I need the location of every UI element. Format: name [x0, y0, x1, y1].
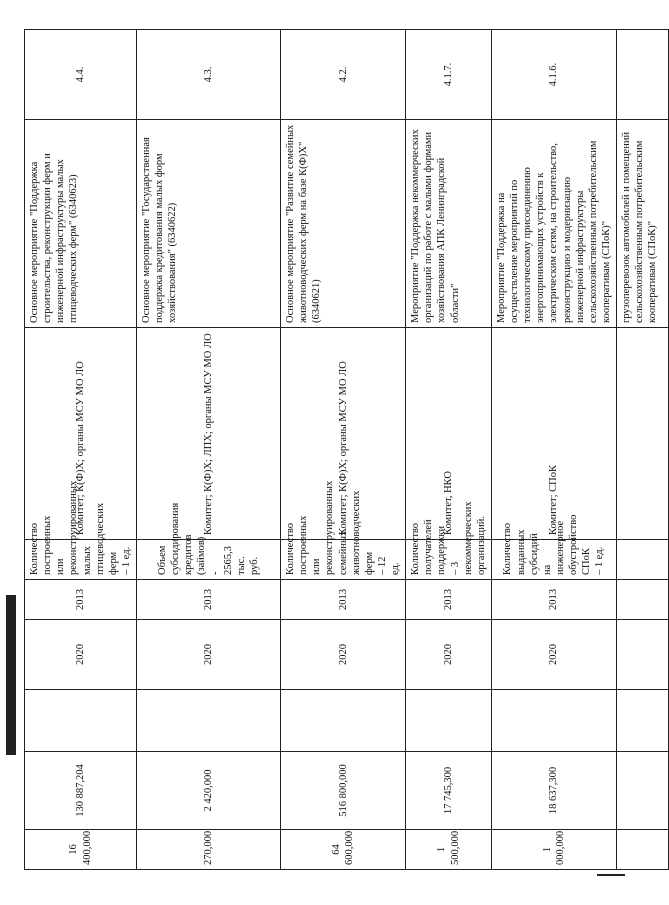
cell-amount-c: 1 000,000 — [491, 830, 616, 870]
cell-num: 4.1.6. — [491, 30, 616, 120]
cell-indicator: Количество получателей поддержки – 3 некоммерческих организаций. — [406, 540, 492, 580]
cell-year-start: 2013 — [406, 580, 492, 620]
cell-amount-b: 18 637,300 — [491, 752, 616, 830]
table-row — [617, 30, 669, 870]
cell-amount-c: 64 600,000 — [281, 830, 406, 870]
scan-edge-mark — [6, 595, 16, 755]
cell-amount-b — [617, 752, 669, 830]
cell-amount-a — [281, 690, 406, 752]
cell-year-end: 2020 — [406, 620, 492, 690]
cell-amount-a — [406, 690, 492, 752]
cell-executor: Комитет; К(Ф)Х; ЛПХ; органы МСУ МО ЛО — [137, 328, 281, 540]
cell-year-start: 2013 — [491, 580, 616, 620]
cell-year-start: 2013 — [137, 580, 281, 620]
page-footer-line — [597, 874, 625, 876]
cell-amount-a — [137, 690, 281, 752]
cell-name: Основное мероприятие "Развитие семейных животноводческих ферм на базе К(Ф)Х" (6340621) — [281, 120, 406, 328]
cell-name: Основное мероприятие "Государственная поддержка кредитования малых форм хозяйствования" (6340622) — [137, 120, 281, 328]
cell-amount-c: 270,000 — [137, 830, 281, 870]
table-row — [281, 30, 406, 870]
cell-name: Мероприятие "Поддержка некоммерческих организаций по работе с малыми формами хозяйствования АПК Ленинградской области" — [406, 120, 492, 328]
table-row — [491, 30, 616, 870]
cell-indicator: Количество построенных или реконструированных семейных животноводческих ферм – 12 ед. — [281, 540, 406, 580]
cell-executor — [617, 328, 669, 540]
cell-amount-a — [617, 690, 669, 752]
cell-indicator: Объем субсидирования кредитов (займов) - 2565,3 тыс. руб. — [137, 540, 281, 580]
cell-name: Основное мероприятие "Поддержка строительства, реконструкции ферм и инженерной инфраструктуры малых птицеводческих ферм" (6340623) — [25, 120, 137, 328]
cell-year-start: 2013 — [25, 580, 137, 620]
cell-amount-b: 516 800,000 — [281, 752, 406, 830]
table-row — [25, 30, 137, 870]
cell-amount-c: 1 500,000 — [406, 830, 492, 870]
cell-num: 4.1.7. — [406, 30, 492, 120]
cell-executor: Комитет; К(Ф)Х; органы МСУ МО ЛО — [25, 328, 137, 540]
cell-amount-b: 2 420,000 — [137, 752, 281, 830]
cell-amount-b: 130 887,204 — [25, 752, 137, 830]
cell-indicator: Количество выданных субсидий на инженерное обустройство СПоК – 1 ед. — [491, 540, 616, 580]
program-activities-table — [24, 29, 669, 870]
rotated-table-container — [24, 30, 659, 870]
cell-executor: Комитет; К(Ф)Х; органы МСУ МО ЛО — [281, 328, 406, 540]
cell-num: 4.4. — [25, 30, 137, 120]
cell-year-start — [617, 580, 669, 620]
cell-num: 4.2. — [281, 30, 406, 120]
cell-amount-b: 17 745,300 — [406, 752, 492, 830]
cell-executor: Комитет; СПоК — [491, 328, 616, 540]
cell-indicator: Количество построенных или реконструированных малых птицеводческих ферм – 1 ед. — [25, 540, 137, 580]
cell-year-start: 2013 — [281, 580, 406, 620]
cell-name: Мероприятие "Поддержка на осуществление мероприятий по технологическому присоединению энергопринимающих устройств к электрическим сетям, на строительство, реконструкцию и модернизацию инженерной инфраструктуры сельскохозяйственным потребительским кооперативам (СПоК)" — [491, 120, 616, 328]
cell-year-end: 2020 — [137, 620, 281, 690]
cell-amount-a — [491, 690, 616, 752]
cell-num: 4.3. — [137, 30, 281, 120]
cell-year-end: 2020 — [281, 620, 406, 690]
table-row — [137, 30, 281, 870]
cell-indicator — [617, 540, 669, 580]
cell-amount-c: 16 400,000 — [25, 830, 137, 870]
cell-year-end: 2020 — [491, 620, 616, 690]
cell-amount-a — [25, 690, 137, 752]
cell-year-end: 2020 — [25, 620, 137, 690]
cell-name: грузоперевозок автомобилей и помещений сельскохозяйственным потребительским кооперативам (СПоК)" — [617, 120, 669, 328]
cell-num — [617, 30, 669, 120]
cell-executor: Комитет, НКО — [406, 328, 492, 540]
table-row — [406, 30, 492, 870]
cell-amount-c — [617, 830, 669, 870]
cell-year-end — [617, 620, 669, 690]
